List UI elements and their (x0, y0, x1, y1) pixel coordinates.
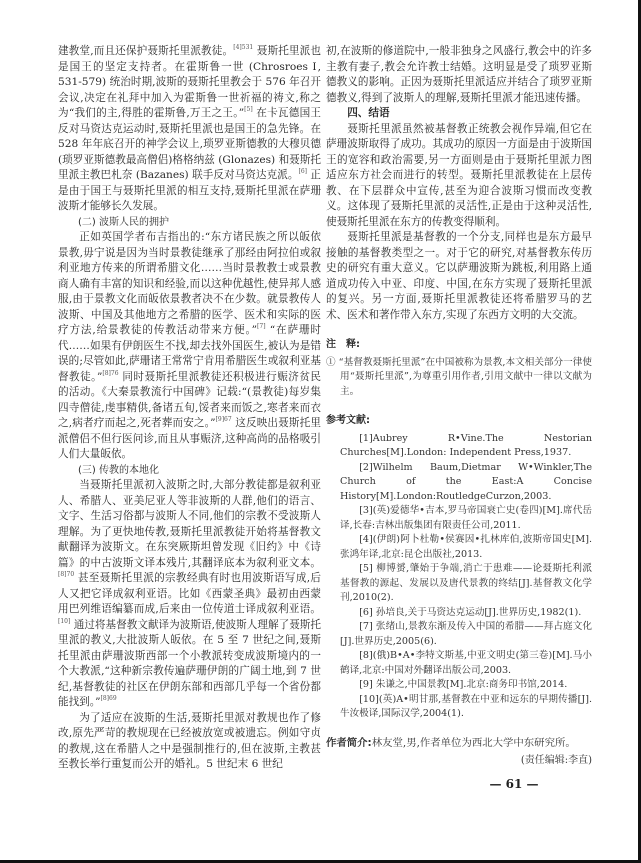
author-text: 林友堂,男,作者单位为西北大学中东研究所。 (371, 736, 576, 749)
citation: [8]76 (102, 369, 119, 377)
paragraph (58, 478, 321, 711)
reference-item: [3](英)爱德华•吉本,罗马帝国衰亡史(卷四)[M].席代岳译,长春:吉林出版集团有限责任公司,2011. (340, 505, 592, 531)
text: 同时聂斯托里派教徒还积极进行赈济贫民的活动。《大秦景教流行中国碑》记载:“(景教徒)每岁集四寺僧徒,虔事精供,备诸五旬,馁者来而饭之,寒者来而衣之,病者疗而起之,死者葬而安之。” (58, 370, 321, 429)
right-column (326, 44, 592, 792)
citation: [4]531 (233, 44, 254, 51)
page-number: — 61 — (489, 776, 539, 791)
text: 这反映出聂斯托里派僧侣不但行医问诊,而且从事赈济,这种高尚的品格吸引人们大量皈依。 (58, 417, 321, 460)
subsection-heading: (三) 传教的本地化 (78, 464, 159, 476)
section-heading: 四、结语 (347, 107, 390, 119)
text: 正如英国学者布吉指出的:“东方诸民族之所以皈依景教,毋宁说是因为当时景教徒继承了那经由阿拉伯或叙利亚地方传来的所谓希腊文化……当时景教教士或景教商人确有丰富的知识和经验,而以这种优越性,使异邦人感服,由于景教文化而皈依景教者决不在少数。就景教传人波斯、中国及其他地方之希腊的医学、医术和实际的医疗方法,给景教徒的传教活动带来方便。” (58, 231, 321, 336)
text: 正是由于国王与聂斯托里派的相互支持,聂斯托里派在萨珊波斯才能够长久发展。 (58, 169, 321, 212)
paragraph: 初,在波斯的修道院中,一般非独身之风盛行,教会中的许多主教有妻子,教会允许教士结婚。这明显是受了琐罗亚斯德教义的影响。正因为聂斯托里派适应并结合了琐罗亚斯德教义,得到了波斯人的理解,聂斯托里派才能迅速传播。 (326, 45, 592, 104)
editor-credit: (责任编辑:李直) (520, 755, 592, 766)
text: 当聂斯托里派初入波斯之时,大部分教徒都是叙利亚人、希腊人、亚美尼亚人等非波斯的人群,他们的语言、文字、生活习俗都与波斯人不同,他们的宗教不受波斯人理解。为了更快地传教,聂斯托里派教徒开始将基督教文献翻译为波斯文。在东突厥斯坦曾发现《旧约》中《诗篇》的中古波斯文译本残片,其翻译底本为叙利亚文本。 (58, 479, 321, 569)
note-item: ① “基督教聂斯托里派”在中国被称为景教,本文相关部分一律使用“聂斯托里派”,为尊重引用作者,引用文献中一律以文献为主。 (326, 356, 592, 397)
reference-item: [9] 朱谦之,中国景教[M].北京:商务印书馆,2014. (359, 679, 568, 690)
author-label: 作者简介: (326, 736, 372, 749)
text: 甚至聂斯托里派的宗教经典有时也用波斯语写成,后人又把它译成叙利亚语。比如《西蒙圣典》最初由西蒙用巴列维语编纂而成,后来由一位传道士译成叙利亚语。 (58, 572, 321, 615)
citation: [8]69 (100, 695, 117, 702)
paragraph (58, 230, 321, 463)
reference-item: [8](俄)B•A•李特文斯基,中亚文明史(第三卷)[M].马小鹤译,北京:中国对外翻译出版公司,2003. (340, 650, 592, 676)
subsection-heading: (二) 波斯人民的拥护 (78, 216, 169, 228)
reference-item: [7] 张绪山,景教东渐及传入中国的希腊——拜占庭文化[J].世界历史,2005(6). (340, 621, 592, 647)
reference-item: [6] 孙培良,关于马资达克运动[J].世界历史,1982(1). (359, 606, 582, 618)
citation: [7] (257, 323, 266, 330)
citation: [8]70 (58, 571, 75, 578)
reference-item: [2]Wilhelm Baum,Dietmar W•Winkler,The Church of the East:A Concise History[M].London:RoutledgeCurzon,2003. (340, 461, 592, 502)
paragraph: 为了适应在波斯的生活,聂斯托里派对教规也作了修改,原先严苛的教规现在已经被放宽或被遗忘。例如守贞的教规,这在希腊人之中是强制推行的,但在波斯,主教甚至教长举行重复而公开的婚礼。5 世纪末 6 世纪 (58, 711, 321, 770)
author-bio (326, 736, 592, 752)
reference-item: [10](英)A•明甘那,基督教在中亚和远东的早期传播[J].牛汝极译,国际汉学,2004(1). (340, 693, 592, 719)
text: “在萨珊时代……如果有伊朗医生不找,却去找外国医生,被认为是错误的;尽管如此,萨珊诸王常常宁肯用希腊医生或叙利亚基督教徒。” (58, 324, 321, 383)
paragraph: 聂斯托里派虽然被基督教正统教会视作异端,但它在萨珊波斯取得了成功。其成功的原因一方面是由于波斯国王的宽容和政治需要,另一方面则是由于聂斯托里派力图适应东方社会而进行的转型。聂斯托里派教徒在上层传教、在下层群众中宣传,甚至为迎合波斯习惯而改变教义。这体现了聂斯托里派的灵活性,正是由于这种灵活性,使聂斯托里派在东方的传教变得顺利。 (326, 122, 592, 228)
citation: [9]67 (215, 416, 232, 423)
text: 建教堂,而且还保护聂斯托里派教徒。 (58, 45, 234, 57)
references-list (326, 432, 592, 722)
paragraph: 聂斯托里派是基督教的一个分支,同样也是东方最早接触的基督教类型之一。对于它的研究,对基督教东传历史的研究有重大意义。它以萨珊波斯为跳板,利用路上通道成功传入中亚、印度、中国,在东方实现了聂斯托里派的复兴。另一方面,聂斯托里派教徒还将希腊罗马的艺术、医术和著作带入东方,实现了东西方文明的大交流。 (326, 231, 592, 321)
text: 通过将基督教文献译为波斯语,使波斯人理解了聂斯托里派的教义,大批波斯人皈依。在 5 至 7 世纪之间,聂斯托里派由萨珊波斯西部一个小教派转变成波斯境内的一个大教派,“这种新宗教传遍萨珊伊朗的广阔土地,到 7 世纪,基督教徒的社区在伊朗东部和西部几乎每一个省份都能找到。” (58, 618, 321, 708)
citation: [5] (244, 106, 253, 113)
paragraph (58, 44, 321, 215)
reference-item: [5] 柳博赟,肇始于争端,消亡于患难——论聂斯托利派基督教的源起、发展以及唐代景教的终结[J].基督教文化学刊,2010(2). (340, 563, 592, 603)
citation: [10] (58, 617, 71, 625)
references-title: 参考文献: (326, 415, 370, 426)
text: 聂斯托里派也是国王的坚定支持者。在霍斯鲁一世 (Chrosroes Ⅰ, 531-579) 统治时期,波斯的聂斯托里教会于 576 年召开会议,决定在礼拜中加入为霍斯鲁一世祈福的祷文,称之为“我们的主,得胜的霍斯鲁,万王之王。” (58, 45, 321, 119)
citation: [6] (298, 168, 307, 175)
reference-item: [4](伊朗)阿卜杜勒•侯赛因•扎林库伯,波斯帝国史[M].张鸿年译,北京:昆仑出版社,2013. (340, 534, 592, 560)
left-column (58, 44, 321, 773)
notes-title: 注 释: (326, 339, 360, 350)
text: 在卡瓦德国王反对马资达克运动时,聂斯托里派也是国王的急先锋。在 528 年年底召开的神学会议上,琐罗亚斯德教的大穆贝德(琐罗亚斯德教最高僧侣)格格纳兹 (Glonazes) 和聂斯托里派主教巴札奈 (Bazanes) 联手反对马资达克派。 (58, 107, 321, 181)
reference-item: [1]Aubrey R•Vine.The Nestorian Churches[M].London: Independent Press,1937. (340, 432, 592, 458)
